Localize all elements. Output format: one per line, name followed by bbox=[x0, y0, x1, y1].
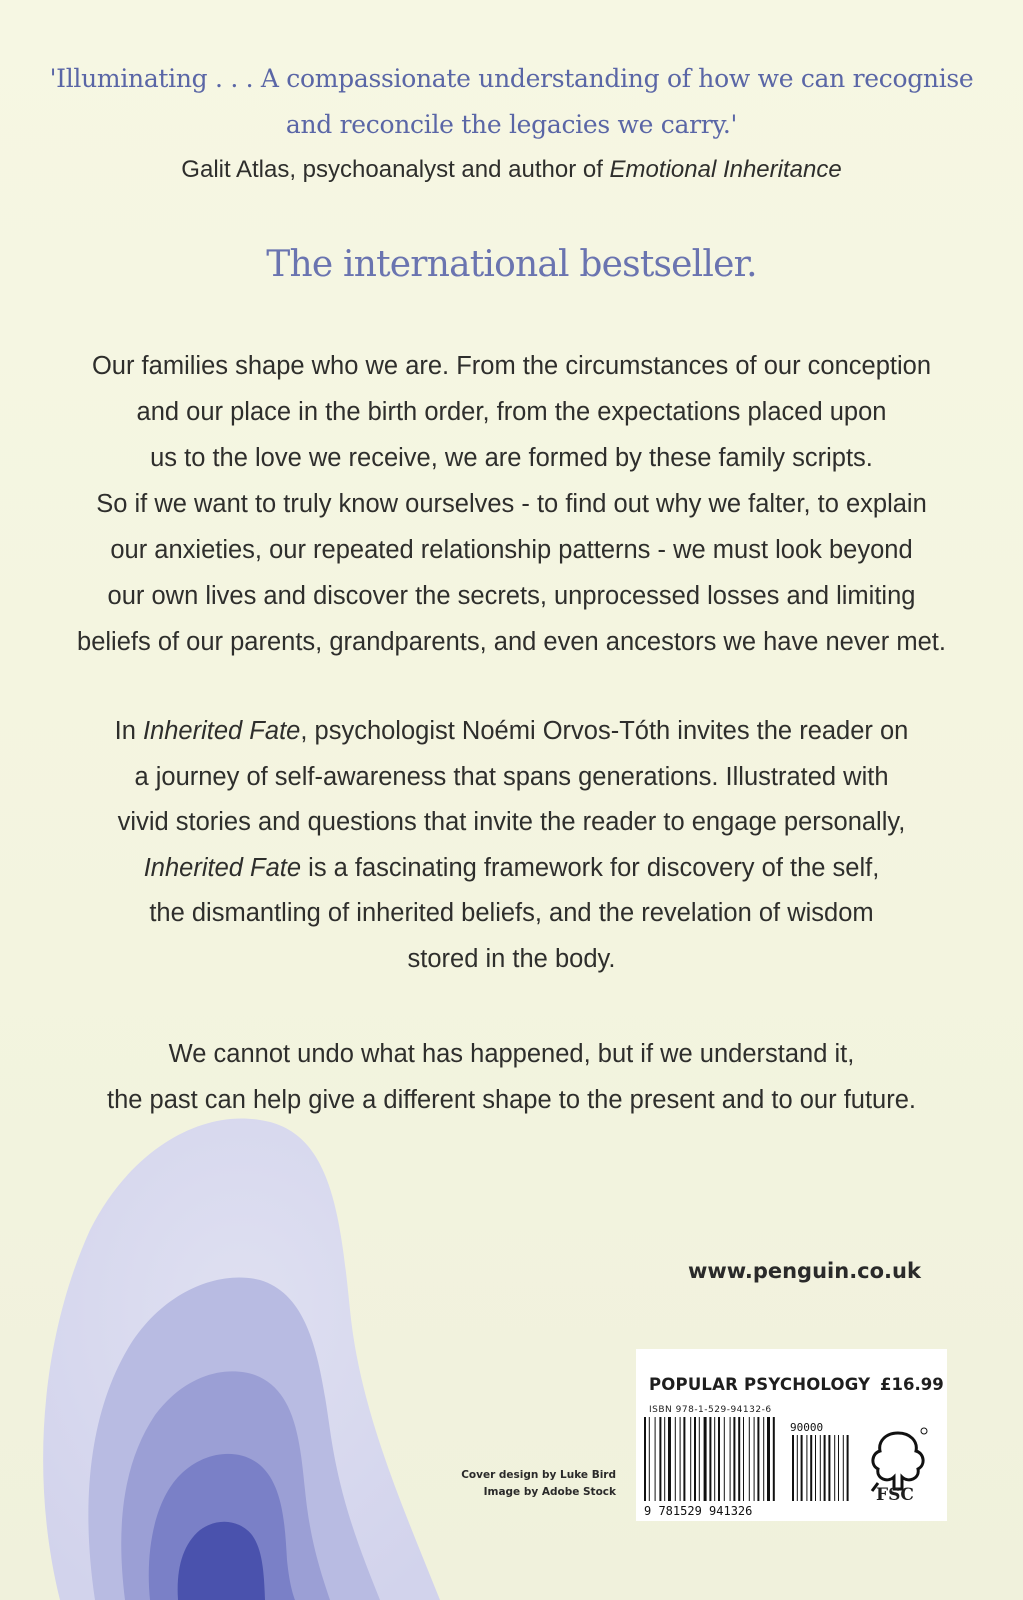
attribution-book-title: Emotional Inheritance bbox=[609, 156, 842, 183]
blurb-line: and our place in the birth order, from the expectations placed upon bbox=[136, 398, 887, 426]
tagline: The international bestseller. bbox=[266, 244, 757, 285]
barcode-addon-bar bbox=[806, 1435, 807, 1501]
blurb-line: our own lives and discover the secrets, unprocessed losses and limiting bbox=[107, 582, 916, 610]
barcode-bar bbox=[649, 1417, 650, 1501]
barcode-bar bbox=[709, 1417, 711, 1501]
fsc-label: FSC bbox=[876, 1485, 914, 1505]
blurb-line bbox=[30, 709, 993, 755]
blurb-line: stored in the body. bbox=[407, 944, 616, 973]
barcode-bar bbox=[668, 1417, 671, 1501]
cover-credits bbox=[460, 1467, 616, 1501]
barcode-bar bbox=[664, 1417, 665, 1501]
barcode-bar bbox=[763, 1417, 764, 1501]
image-credit: Image by Adobe Stock bbox=[483, 1486, 616, 1498]
barcode-addon-bar bbox=[797, 1435, 798, 1501]
barcode-bar bbox=[743, 1417, 744, 1501]
barcode-bar bbox=[730, 1417, 731, 1501]
blurb-paragraph-2 bbox=[30, 709, 993, 982]
blurb-line: Our families shape who we are. From the circumstances of our conception bbox=[91, 352, 932, 380]
closing-line: We cannot undo what has happened, but if we understand it, bbox=[168, 1040, 855, 1068]
blurb-line: vivid stories and questions that invite the reader to engage personally, bbox=[117, 808, 906, 836]
book-title: Inherited Fate bbox=[143, 853, 302, 882]
barcode-bar bbox=[704, 1417, 707, 1501]
barcode-bar bbox=[714, 1417, 715, 1501]
barcode-bar bbox=[749, 1417, 750, 1501]
blurb-text: , psychologist Noémi Orvos-Tóth invites the reader on bbox=[300, 717, 909, 745]
blurb-paragraph-1 bbox=[30, 343, 993, 665]
publisher-website[interactable]: www.penguin.co.uk bbox=[688, 1259, 921, 1283]
barcode-addon-bar bbox=[792, 1435, 794, 1501]
attribution-text: Galit Atlas, psychoanalyst and author of bbox=[181, 156, 610, 183]
barcode-bar bbox=[655, 1417, 656, 1501]
blurb-line: a journey of self-awareness that spans generations. Illustrated with bbox=[134, 762, 889, 791]
closing-line: the past can help give a different shape to the present and to our future. bbox=[106, 1086, 916, 1114]
quote-attribution bbox=[40, 156, 983, 184]
barcode-bar bbox=[738, 1417, 740, 1501]
barcode-addon-bar bbox=[828, 1435, 830, 1501]
barcode-bar bbox=[694, 1417, 696, 1501]
barcode-addon-bar bbox=[810, 1435, 812, 1501]
barcode-bar bbox=[699, 1417, 700, 1501]
barcode-addon-digits: 90000 bbox=[790, 1421, 824, 1434]
design-credit: Cover design by Luke Bird bbox=[461, 1469, 616, 1481]
review-quote-line-2: and reconcile the legacies we carry.' bbox=[285, 110, 738, 139]
isbn-label: ISBN 978-1-529-94132-6 bbox=[649, 1405, 772, 1415]
barcode-addon-bar bbox=[838, 1435, 839, 1501]
blurb-text: is a fascinating framework for discovery of the self, bbox=[301, 853, 880, 882]
review-quote-line-1: 'Illuminating . . . A compassionate understanding of how we can recognise bbox=[49, 64, 974, 93]
barcode-bar bbox=[644, 1417, 646, 1501]
blurb-line: So if we want to truly know ourselves - to find out why we falter, to explain bbox=[96, 490, 927, 518]
barcode-addon-bar bbox=[815, 1435, 816, 1501]
barcode-addon-bar bbox=[843, 1435, 844, 1501]
barcode-bar bbox=[659, 1417, 661, 1501]
barcode-bar bbox=[690, 1417, 691, 1501]
barcode-bar bbox=[675, 1417, 676, 1501]
price-label: £16.99 bbox=[880, 1375, 944, 1394]
blurb-line: beliefs of our parents, grandparents, and even ancestors we have never met. bbox=[77, 628, 946, 656]
fsc-tree-icon bbox=[872, 1428, 927, 1491]
barcode-bar bbox=[754, 1417, 755, 1501]
barcode-bar bbox=[767, 1417, 770, 1501]
barcode-bar bbox=[733, 1417, 735, 1501]
barcode-bar bbox=[724, 1417, 725, 1501]
blurb-line: our anxieties, our repeated relationship patterns - we must look beyond bbox=[110, 536, 913, 564]
barcode-addon-bar bbox=[801, 1435, 803, 1501]
barcode-addon-bar bbox=[820, 1435, 821, 1501]
barcode-digits: 9 781529 941326 bbox=[644, 1504, 753, 1518]
book-title: Inherited Fate bbox=[142, 717, 301, 745]
barcode-addon-bar bbox=[847, 1435, 849, 1501]
barcode-bar bbox=[773, 1417, 775, 1501]
barcode-bar bbox=[680, 1417, 681, 1501]
barcode-addon-bar bbox=[824, 1435, 826, 1501]
blurb-line: us to the love we receive, we are formed by these family scripts. bbox=[150, 444, 873, 472]
barcode-addon-bar bbox=[834, 1435, 835, 1501]
barcode-panel bbox=[636, 1349, 947, 1521]
category-label: POPULAR PSYCHOLOGY bbox=[649, 1375, 871, 1394]
barcode-bar bbox=[683, 1417, 685, 1501]
barcode-bar bbox=[718, 1417, 720, 1501]
blurb-line: the dismantling of inherited beliefs, and the revelation of wisdom bbox=[149, 899, 874, 927]
barcode-bar bbox=[757, 1417, 759, 1501]
concentric-shape-illustration bbox=[0, 1080, 600, 1600]
blurb-text: In bbox=[114, 717, 143, 745]
blurb-line bbox=[30, 846, 993, 892]
